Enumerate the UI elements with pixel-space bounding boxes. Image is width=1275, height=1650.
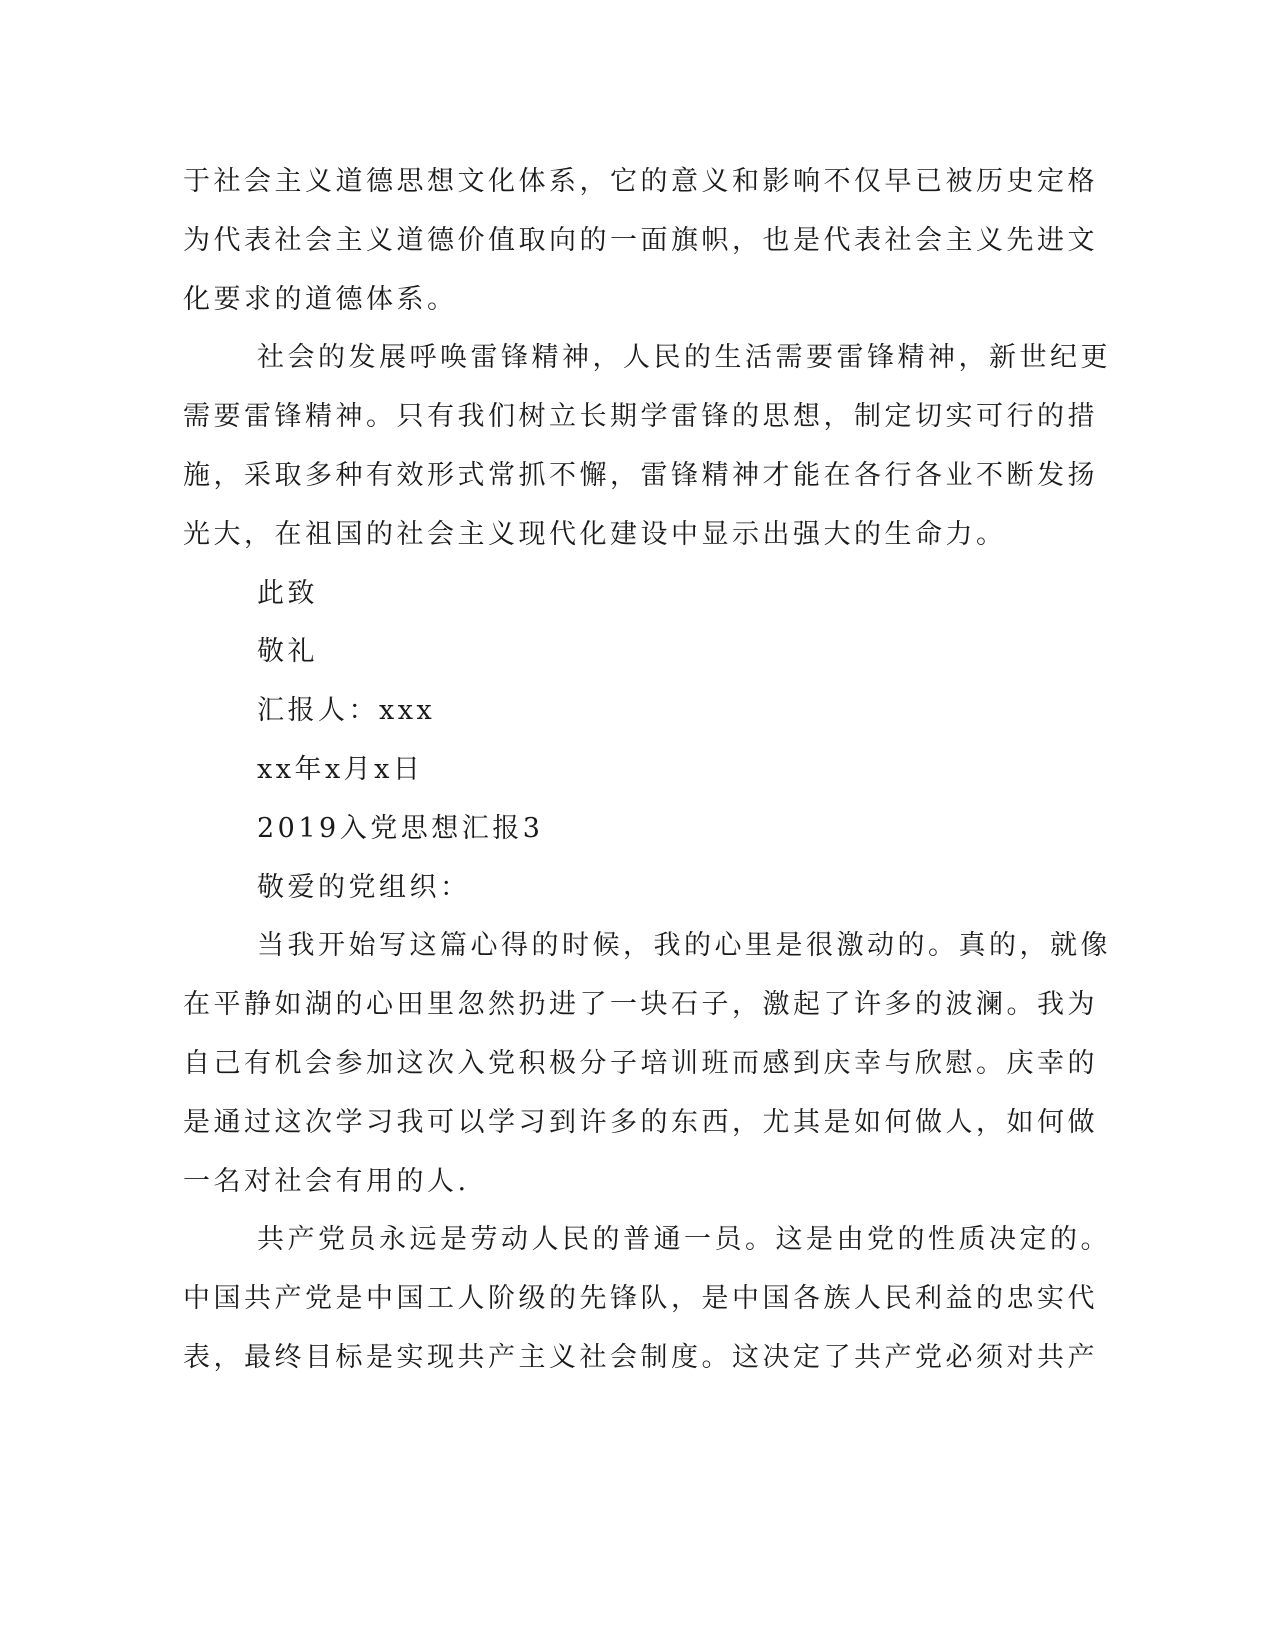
text-line: 当我开始写这篇心得的时候，我的心里是很激动的。真的，就像 (257, 930, 1111, 961)
date-line: xx年x月x日 (257, 754, 424, 785)
text-line: 社会的发展呼唤雷锋精神，人民的生活需要雷锋精神，新世纪更 (257, 342, 1111, 373)
reporter-line: 汇报人：xxx (257, 695, 436, 726)
text-line: 表，最终目标是实现共产主义社会制度。这决定了共产党必须对共产 (183, 1342, 1098, 1373)
text-line: 是通过这次学习我可以学习到许多的东西，尤其是如何做人，如何做 (183, 1107, 1098, 1138)
text-line: 共产党员永远是劳动人民的普通一员。这是由党的性质决定的。 (257, 1224, 1111, 1255)
text-line: 一名对社会有用的人. (183, 1166, 470, 1197)
section-title: 2019入党思想汇报3 (257, 813, 544, 844)
text-line: 中国共产党是中国工人阶级的先锋队，是中国各族人民利益的忠实代 (183, 1283, 1098, 1314)
text-line: 在平静如湖的心田里忽然扔进了一块石子，激起了许多的波澜。我为 (183, 989, 1098, 1020)
text-line: 光大，在祖国的社会主义现代化建设中显示出强大的生命力。 (183, 519, 1007, 550)
text-line: 于社会主义道德思想文化体系，它的意义和影响不仅早已被历史定格 (183, 166, 1098, 197)
greeting-line: 敬爱的党组织： (257, 872, 471, 903)
text-line: 施，采取多种有效形式常抓不懈，雷锋精神才能在各行各业不断发扬 (183, 460, 1098, 491)
text-line: 自己有机会参加这次入党积极分子培训班而感到庆幸与欣慰。庆幸的 (183, 1048, 1098, 1079)
text-line: 化要求的道德体系。 (183, 284, 458, 315)
salutation-line: 敬礼 (257, 636, 318, 667)
text-line: 为代表社会主义道德价值取向的一面旗帜，也是代表社会主义先进文 (183, 225, 1098, 256)
text-line: 需要雷锋精神。只有我们树立长期学雷锋的思想，制定切实可行的措 (183, 401, 1098, 432)
closing-line: 此致 (257, 578, 318, 609)
